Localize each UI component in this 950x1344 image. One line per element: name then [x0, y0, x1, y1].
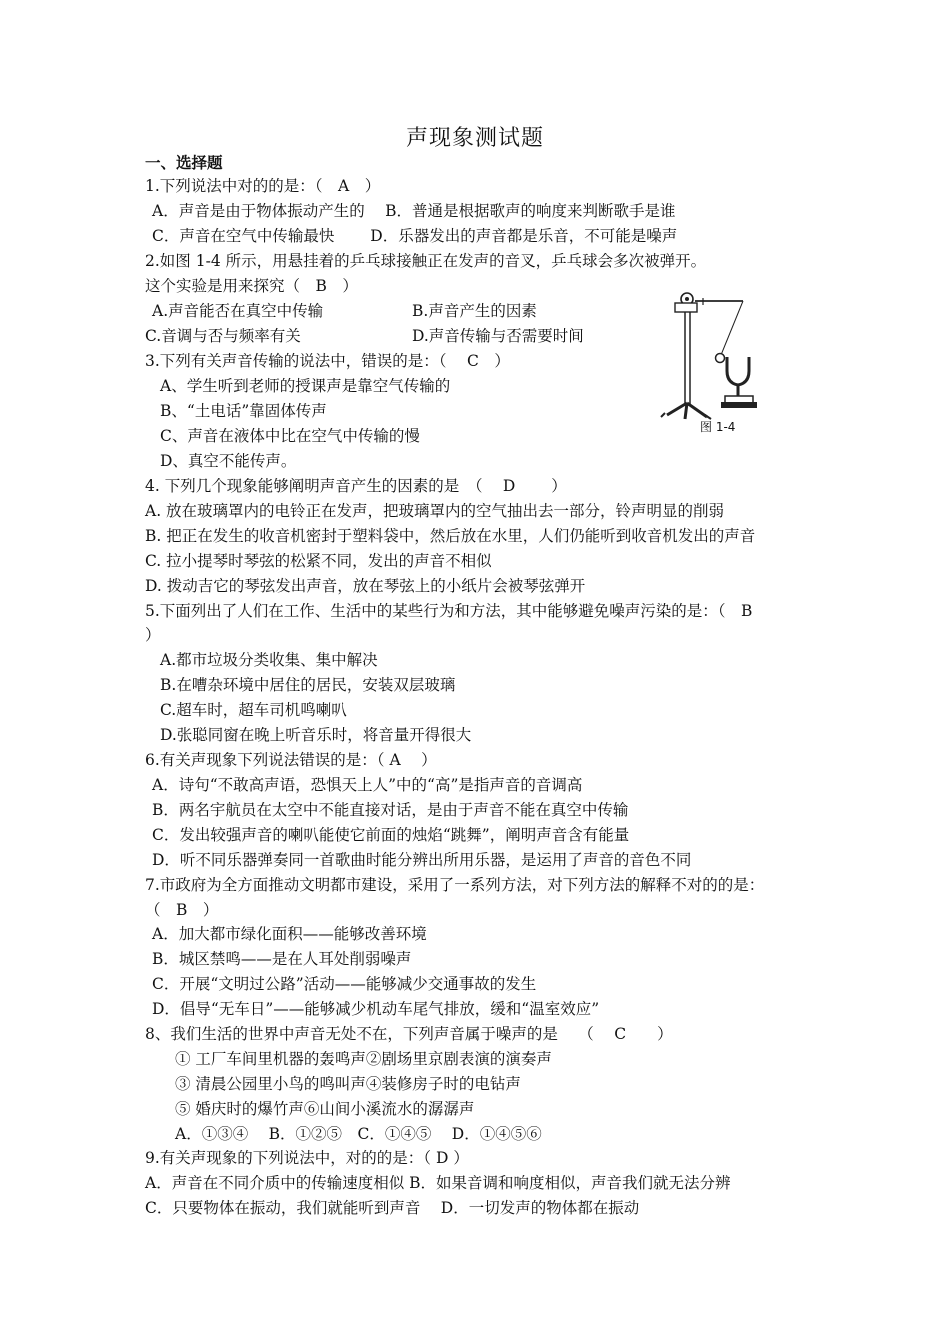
- question-7-stem-line1: 7.市政府为全方面推动文明都市建设，采用了一系列方法，对下列方法的解释不对的的是：: [145, 876, 765, 894]
- question-5-stem-line1: 5.下面列出了人们在工作、生活中的某些行为和方法，其中能够避免噪声污染的是：（ B: [145, 602, 753, 620]
- question-6-option-d: D．听不同乐器弹奏同一首歌曲时能分辨出所用乐器，是运用了声音的音色不同: [152, 851, 692, 869]
- question-7-option-d: D．倡导“无车日”——能够减少机动车尾气排放，缓和“温室效应”: [152, 1000, 600, 1018]
- question-4-option-a: A. 放在玻璃罩内的电铃正在发声，把玻璃罩内的空气抽出去一部分，铃声明显的削弱: [145, 502, 725, 520]
- question-7-option-b: B．城区禁鸣——是在人耳处削弱噪声: [152, 950, 412, 968]
- question-4-stem: 4. 下列几个现象能够阐明声音产生的因素的是 （ D ）: [145, 477, 567, 495]
- question-5-option-a: A.都市垃圾分类收集、集中解决: [160, 651, 378, 669]
- question-2-stem-line1: 2.如图 1-4 所示，用悬挂着的乒乓球接触正在发声的音叉，乒乓球会多次被弹开。: [145, 252, 707, 270]
- question-6-option-a: A．诗句“不敢高声语，恐惧天上人”中的“高”是指声音的音调高: [152, 776, 583, 794]
- question-1-options-ab: A．声音是由于物体振动产生的 B．普通是根据歌声的响度来判断歌手是谁: [152, 202, 676, 220]
- question-4-option-d: D. 拨动吉它的琴弦发出声音，放在琴弦上的小纸片会被琴弦弹开: [145, 577, 586, 595]
- section-heading: 一、选择题: [145, 154, 223, 172]
- question-5-stem-line2: ）: [145, 626, 161, 644]
- tuning-fork-figure: [655, 285, 765, 435]
- question-3-stem: 3.下列有关声音传输的说法中，错误的是：（ C ）: [145, 352, 510, 370]
- question-5-option-d: D.张聪同窗在晚上听音乐时，将音量开得很大: [160, 726, 472, 744]
- question-6-stem: 6.有关声现象下列说法错误的是：（ A ）: [145, 751, 437, 769]
- question-8-items-line1: ① 工厂车间里机器的轰鸣声②剧场里京剧表演的演奏声: [175, 1050, 552, 1068]
- question-2-option-c: C.音调与否与频率有关: [145, 327, 301, 345]
- question-7-option-a: A．加大都市绿化面积——能够改善环境: [152, 925, 427, 943]
- question-2-stem-line2: 这个实验是用来探究（ B ）: [145, 277, 358, 295]
- question-8-stem: 8、我们生活的世界中声音无处不在，下列声音属于噪声的是 （ C ）: [145, 1025, 673, 1043]
- question-1-stem: 1.下列说法中对的的是：（ A ）: [145, 177, 381, 195]
- question-3-option-c: C、声音在液体中比在空气中传输的慢: [160, 427, 420, 445]
- question-9-options-cd: C．只要物体在振动，我们就能听到声音 D．一切发声的物体都在振动: [145, 1199, 640, 1217]
- question-3-option-d: D、真空不能传声。: [160, 452, 297, 470]
- question-9-stem: 9.有关声现象的下列说法中，对的的是：（ D ）: [145, 1149, 469, 1167]
- question-4-option-c: C. 拉小提琴时琴弦的松紧不同，发出的声音不相似: [145, 552, 492, 570]
- question-9-options-ab: A．声音在不同介质中的传输速度相似 B．如果音调和响度相似，声音我们就无法分辨: [145, 1174, 731, 1192]
- question-3-option-b: B、“土电话”靠固体传声: [160, 402, 327, 420]
- question-3-option-a: A、学生听到老师的授课声是靠空气传输的: [160, 377, 451, 395]
- page-title: 声现象测试题: [405, 126, 544, 151]
- question-7-stem-line2: （ B ）: [145, 901, 219, 919]
- question-8-items-line3: ⑤ 婚庆时的爆竹声⑥山间小溪流水的潺潺声: [175, 1100, 475, 1118]
- question-7-option-c: C．开展“文明过公路”活动——能够减少交通事故的发生: [152, 975, 537, 993]
- question-1-options-cd: C．声音在空气中传输最快 D．乐器发出的声音都是乐音，不可能是噪声: [152, 227, 678, 245]
- question-8-items-line2: ③ 清晨公园里小鸟的鸣叫声④装修房子时的电钻声: [175, 1075, 521, 1093]
- question-4-option-b: B. 把正在发生的收音机密封于塑料袋中，然后放在水里，人们仍能听到收音机发出的声音: [145, 527, 756, 545]
- question-5-option-b: B.在嘈杂环境中居住的居民，安装双层玻璃: [160, 676, 456, 694]
- question-2-option-b: B.声音产生的因素: [412, 302, 537, 320]
- question-5-option-c: C.超车时，超车司机鸣喇叭: [160, 701, 347, 719]
- question-2-option-d: D.声音传输与否需要时间: [412, 327, 584, 345]
- question-8-options: A．①③④ B．①②⑤ C．①④⑤ D．①④⑤⑥: [175, 1125, 542, 1143]
- figure-caption: 图 1-4: [700, 420, 736, 434]
- question-6-option-c: C．发出较强声音的喇叭能使它前面的烛焰“跳舞”，阐明声音含有能量: [152, 826, 630, 844]
- question-2-option-a: A.声音能否在真空中传输: [152, 302, 324, 320]
- question-6-option-b: B．两名宇航员在太空中不能直接对话，是由于声音不能在真空中传输: [152, 801, 629, 819]
